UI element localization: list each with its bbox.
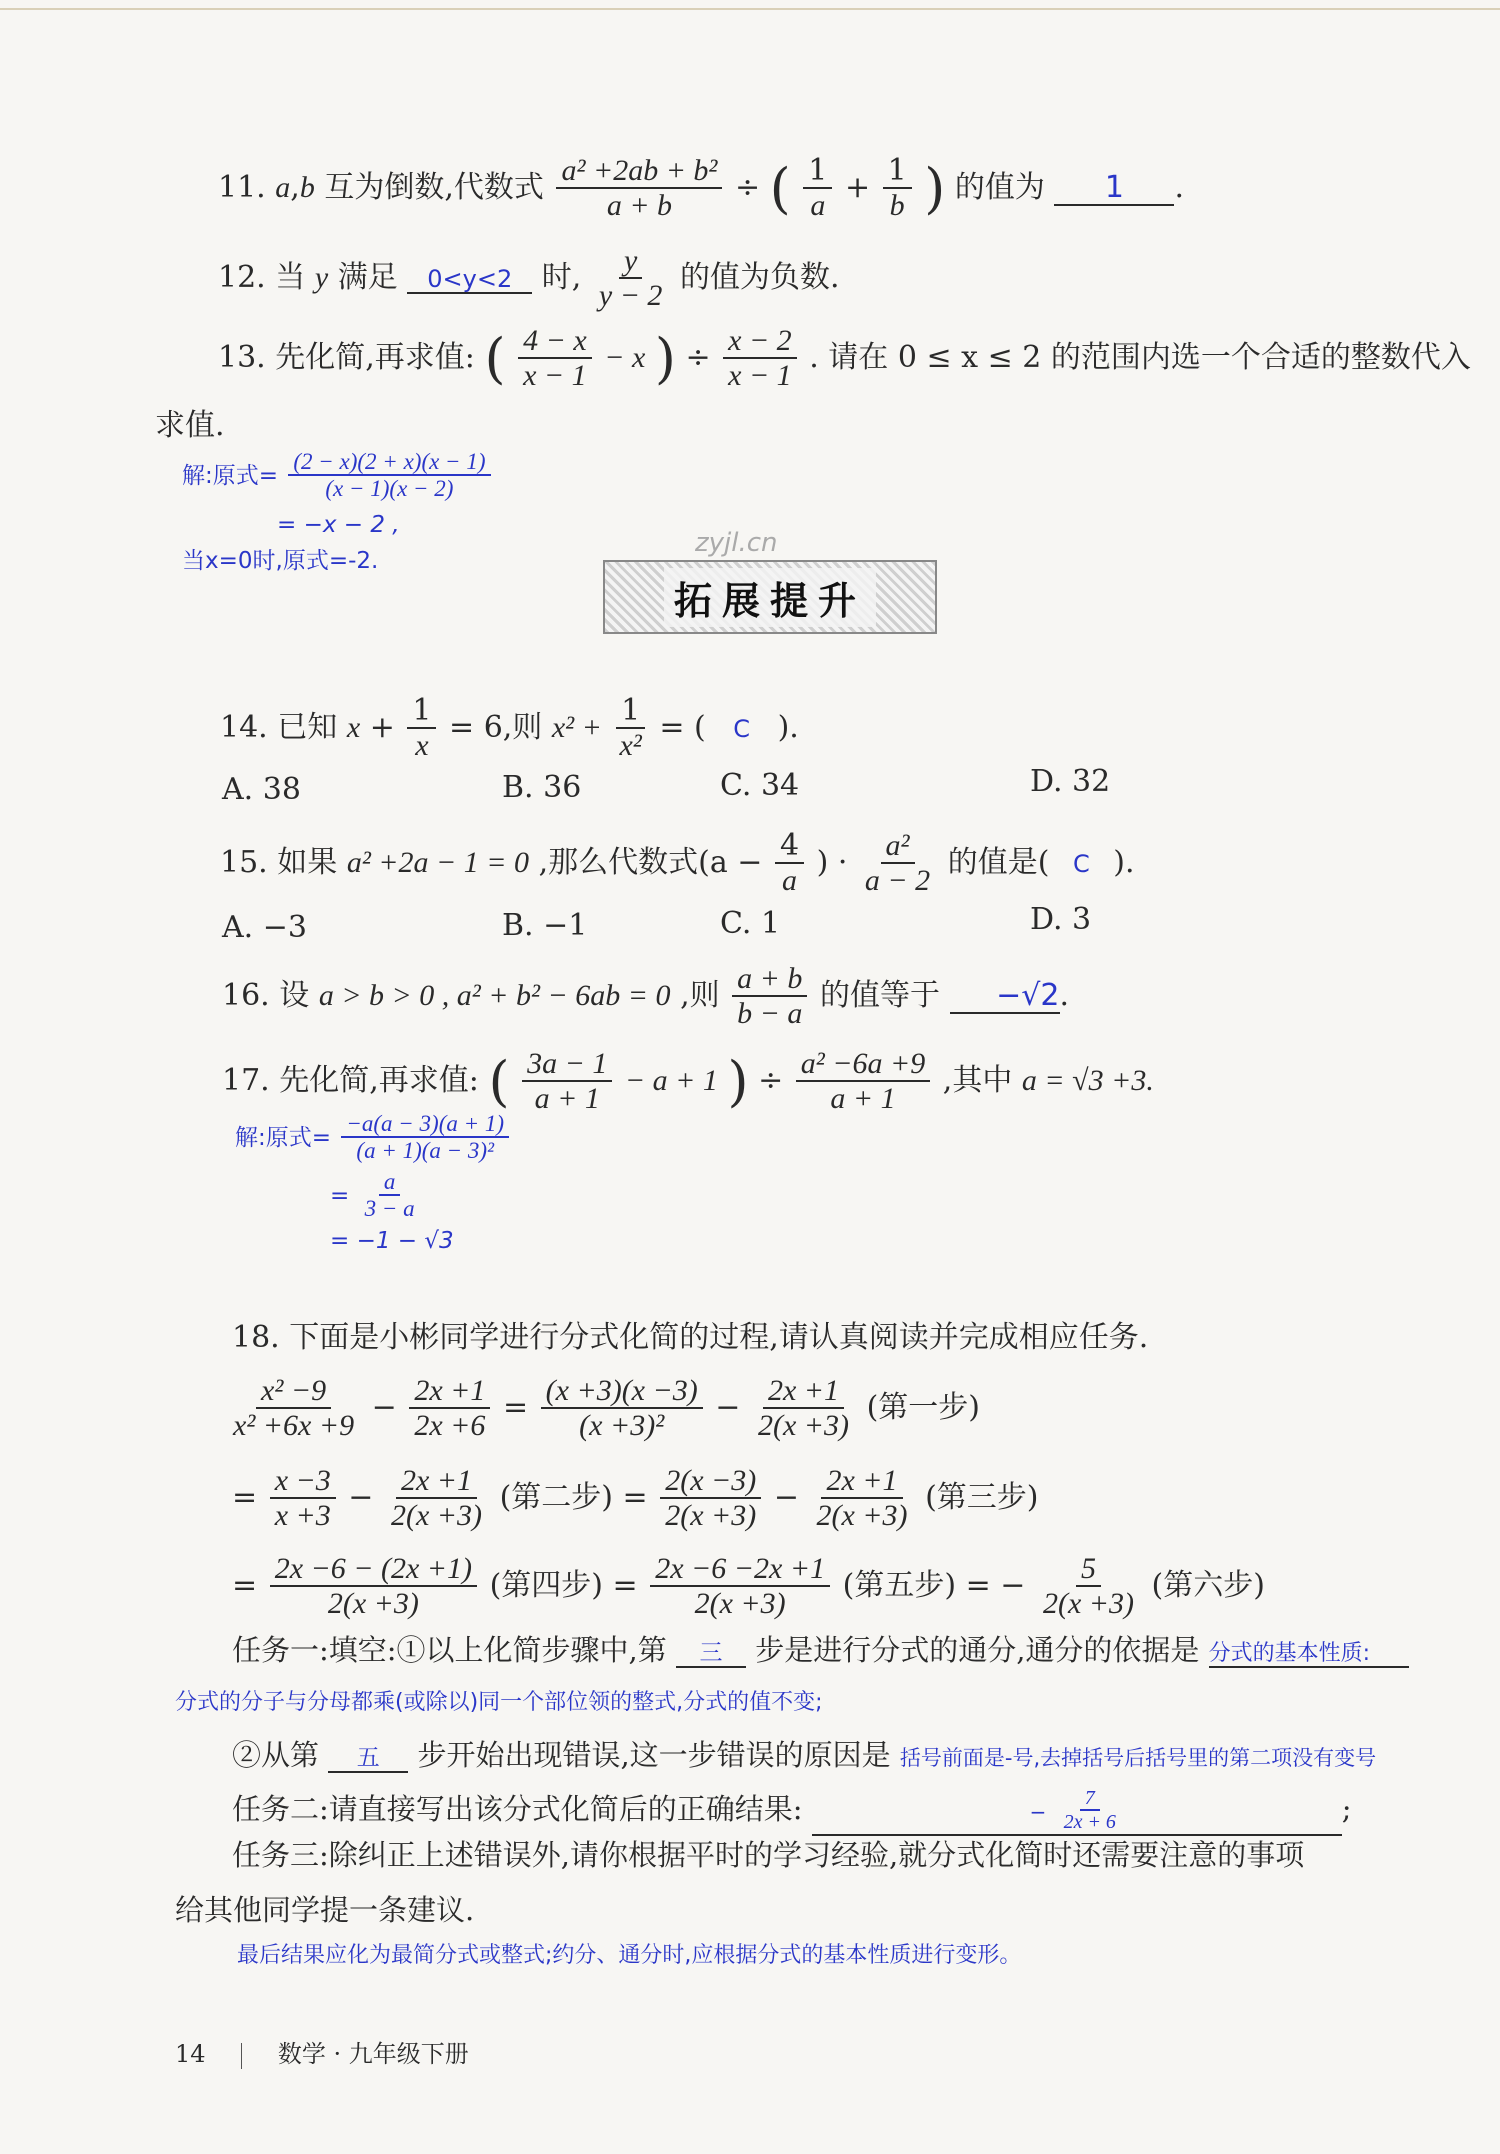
question-16 [222, 963, 1069, 1031]
q11-end: . [1174, 170, 1184, 205]
q18-task2-text: 任务二:请直接写出该分式化简后的正确结果: [232, 1792, 803, 1826]
q13-minus-x: − x [604, 341, 646, 374]
q14-text-2: = 6,则 [449, 710, 543, 745]
q14-number: 14. [220, 710, 268, 745]
q18-task1b-answer2: 括号前面是-号,去掉括号后括号里的第二项没有变号 [899, 1746, 1377, 1770]
q17-sol-eq: = [330, 1182, 350, 1209]
q18-r3-step2: (第五步) = − [842, 1568, 1026, 1603]
q18-r1-frac-4 [753, 1375, 854, 1443]
q18-task2-end: ; [1341, 1792, 1352, 1826]
question-14 [220, 695, 799, 763]
q13-div: ÷ [685, 340, 711, 375]
q18-r2-step2: (第三步) [925, 1480, 1039, 1515]
watermark: zyjl.cn [695, 528, 778, 558]
q16-frac-den: b − a [737, 996, 803, 1030]
q12-text-2: 满足 [337, 260, 398, 295]
q18-task2-den: 2x + 6 [1063, 1811, 1116, 1833]
q13-sol-num: (2 − x)(2 + x)(x − 1) [288, 450, 490, 476]
q18-r2-f3-num: 2(x −3) [660, 1465, 761, 1499]
q18-r1-frac-1 [228, 1375, 359, 1443]
q16-answer-blank: −√2 [950, 979, 1060, 1014]
q18-task2-minus: − [1029, 1800, 1047, 1824]
q18-r3-step3: (第六步) [1151, 1568, 1265, 1603]
q18-task1-text-2: 步是进行分式的通分,通分的依据是 [755, 1633, 1200, 1667]
q17-sol-frac-2-den: 3 − a [364, 1196, 415, 1222]
q18-r2-frac-2 [386, 1465, 487, 1533]
q14-x2: x² + [551, 711, 602, 744]
q18-r1-op1: − [371, 1390, 397, 1425]
q18-task1b [232, 1738, 1376, 1773]
q15-option-b: B. −1 [502, 908, 588, 943]
q18-r1-f2-den: 2x +6 [414, 1408, 486, 1442]
q17-sol-frac-1 [341, 1112, 509, 1165]
q15-text-5: ). [1113, 845, 1135, 880]
q14-x: x [346, 711, 361, 744]
q15-frac-1-den: a [782, 863, 797, 897]
q14-frac-2 [614, 695, 646, 763]
q18-r1-f1-num: x² −9 [256, 1375, 331, 1409]
q15-frac-2 [860, 830, 935, 898]
q14-text: 已知 [277, 710, 338, 745]
q18-task1 [232, 1633, 1409, 1668]
q18-row-2 [232, 1465, 1039, 1533]
q17-frac-a-den: a + 1 [534, 1081, 600, 1115]
section-title: 拓展提升 [664, 568, 876, 627]
q14-option-c: C. 34 [720, 768, 800, 803]
q14-option-a: A. 38 [222, 772, 301, 807]
q12-text-3: 时, [541, 260, 582, 295]
q18-r2-f1-den: x +3 [274, 1498, 331, 1532]
q15-number: 15. [220, 845, 268, 880]
q18-r3-frac-2 [650, 1553, 830, 1621]
q13-sol-label: 解:原式= [182, 462, 279, 489]
q14-text-3: = ( [659, 710, 706, 745]
q12-text: 当 [275, 260, 306, 295]
q16-fraction [732, 963, 807, 1031]
q11-text: 互为倒数,代数式 [324, 170, 544, 205]
q18-task2-num: 7 [1080, 1788, 1100, 1811]
q18-r2-frac-3 [660, 1465, 761, 1533]
q18-r2-eq: = [232, 1480, 258, 1515]
question-13 [218, 325, 1471, 393]
q17-frac-a [522, 1048, 612, 1116]
q17-sol-line2 [330, 1170, 423, 1223]
q18-r2-f2-den: 2(x +3) [390, 1498, 483, 1532]
q18-r3-f1-den: 2(x +3) [327, 1586, 419, 1620]
q12-text-4: 的值为负数. [679, 260, 840, 295]
q11-frac-1b [883, 155, 912, 223]
q18-r3-f2-num: 2x −6 −2x +1 [650, 1553, 830, 1587]
q18-r1-f4-num: 2x +1 [763, 1375, 844, 1409]
q12-frac-den: y − 2 [598, 278, 663, 312]
q18-r2-frac-4 [812, 1465, 913, 1533]
q11-comma: , [290, 170, 300, 205]
q11-frac-1b-den: b [889, 188, 905, 222]
q18-r2-frac-1 [270, 1465, 336, 1533]
q11-number: 11. [218, 170, 266, 205]
q16-condition: a > b > 0 , a² + b² − 6ab = 0 [318, 979, 671, 1012]
q17-text-2: ,其中 [942, 1063, 1013, 1098]
q13-frac-a-num: 4 − x [518, 325, 592, 359]
q18-r2-f4-num: 2x +1 [821, 1465, 902, 1499]
q17-sol-line3: = −1 − √3 [330, 1228, 454, 1254]
footer [175, 2040, 469, 2069]
q15-option-c: C. 1 [720, 906, 781, 941]
q18-r1-op2: − [715, 1390, 741, 1425]
q16-end: . [1059, 978, 1070, 1013]
q18-task3-answer: 最后结果应化为最简分式或整式;约分、通分时,应根据分式的基本性质进行变形。 [237, 1943, 1022, 1968]
q17-sol-frac-2-num: a [379, 1170, 401, 1196]
q18-r2-op1: − [348, 1480, 374, 1515]
question-12 [218, 245, 840, 313]
q17-paren-open: ( [488, 1050, 510, 1113]
q14-frac-1-num: 1 [407, 695, 436, 729]
q13-sol-fraction [288, 450, 490, 503]
q11-answer-blank: 1 [1054, 171, 1174, 206]
q18-r3-f2-den: 2(x +3) [694, 1586, 786, 1620]
q13-frac-b [723, 325, 797, 393]
q11-paren-close: ) [924, 157, 946, 220]
question-11 [218, 155, 1184, 223]
q17-sol-frac-1-num: −a(a − 3)(a + 1) [341, 1112, 509, 1138]
q14-option-b: B. 36 [502, 770, 582, 805]
q18-r1-step: (第一步) [866, 1390, 980, 1425]
q11-frac-1a-num: 1 [803, 155, 832, 189]
q18-r2-f2-num: 2x +1 [396, 1465, 477, 1499]
q18-task3-text: 任务三:除纠正上述错误外,请你根据平时的学习经验,就分式化简时还需要注意的事项 [232, 1838, 1305, 1872]
q12-frac-num: y [619, 245, 642, 279]
q14-option-d: D. 32 [1030, 764, 1111, 799]
q18-intro: 18. 下面是小彬同学进行分式化简的过程,请认真阅读并完成相应任务. [232, 1320, 1149, 1355]
q18-row-1 [225, 1375, 980, 1443]
q14-frac-2-den: x² [619, 728, 642, 762]
q18-r3-f3-den: 2(x +3) [1042, 1586, 1134, 1620]
q18-task1b-text-2: 步开始出现错误,这一步错误的原因是 [417, 1738, 891, 1772]
q18-r1-eq: = [502, 1390, 529, 1425]
q11-frac-den: a + b [606, 188, 673, 222]
q11-div: ÷ [734, 170, 761, 205]
q18-task3-text-2: 给其他同学提一条建议. [175, 1893, 475, 1927]
q18-r1-frac-2 [409, 1375, 490, 1443]
top-rule [0, 8, 1500, 10]
q17-mid: − a + 1 [624, 1064, 718, 1097]
q15-answer: C [1072, 850, 1090, 878]
q17-solution [235, 1112, 512, 1165]
q16-number: 16. [222, 978, 270, 1013]
q18-task1-answer1: 三 [676, 1641, 746, 1668]
q18-r1-f3-num: (x +3)(x −3) [541, 1375, 703, 1409]
q13-sol-line2: = −x − 2 , [277, 512, 400, 538]
q13-sol-den: (x − 1)(x − 2) [325, 476, 454, 502]
q11-frac-num: a² +2ab + b² [556, 155, 722, 189]
q14-answer: C [733, 715, 751, 743]
q18-r3-step1: (第四步) = [489, 1568, 638, 1603]
q18-r3-frac-1 [270, 1553, 477, 1621]
q11-frac-1b-num: 1 [883, 155, 912, 189]
q18-task2-answer [1059, 1788, 1121, 1834]
q13-solution [182, 450, 494, 503]
q18-task1b-answer1: 五 [328, 1746, 408, 1773]
q18-r3-f1-num: 2x −6 − (2x +1) [270, 1553, 477, 1587]
q18-r2-f3-den: 2(x +3) [665, 1498, 757, 1532]
q15-frac-1-num: 4 [775, 830, 804, 864]
q18-task1b-text: ②从第 [232, 1738, 320, 1772]
question-17 [222, 1048, 1154, 1116]
q14-frac-2-num: 1 [616, 695, 645, 729]
q11-fraction [556, 155, 722, 223]
q17-paren-close: ) [727, 1050, 749, 1113]
q17-frac-b-num: a² −6a +9 [796, 1048, 930, 1082]
q17-number: 17. [222, 1063, 270, 1098]
q14-text-4: ). [777, 710, 799, 745]
q16-frac-num: a + b [732, 963, 807, 997]
q17-frac-b-den: a + 1 [830, 1081, 896, 1115]
section-banner [603, 560, 937, 634]
q18-r1-frac-3 [541, 1375, 703, 1443]
q17-condition: a = √3 +3. [1021, 1064, 1154, 1097]
q16-text: 设 [279, 978, 310, 1013]
q12-var: y [314, 261, 329, 294]
q15-frac-2-num: a² [881, 830, 915, 864]
q14-plus: + [369, 710, 395, 745]
q18-r1-f3-den: (x +3)² [579, 1408, 665, 1442]
q13-text-2: . 请在 0 ≤ x ≤ 2 的范围内选一个合适的整数代入 [809, 340, 1471, 375]
footer-divider [241, 2043, 242, 2069]
q18-task1-answer3: 分式的分子与分母都乘(或除以)同一个部位领的整式,分式的值不变; [175, 1690, 823, 1715]
q13-frac-a-den: x − 1 [523, 358, 587, 392]
q13-number: 13. [218, 340, 266, 375]
q18-r3-frac-3 [1038, 1553, 1139, 1621]
footer-page-number: 14 [175, 2040, 206, 2068]
q15-text-3: ) · [816, 845, 848, 880]
q13-frac-b-num: x − 2 [723, 325, 797, 359]
q16-text-3: 的值等于 [819, 978, 940, 1013]
q11-var-a: a [275, 171, 291, 204]
q16-text-2: ,则 [680, 978, 720, 1013]
q18-r3-eq: = [232, 1568, 258, 1603]
q18-r3-f3-num: 5 [1076, 1553, 1101, 1587]
q15-text-4: 的值是( [947, 845, 1050, 880]
question-15 [220, 830, 1135, 898]
q13-text: 先化简,再求值: [275, 340, 475, 375]
q18-r2-f1-num: x −3 [270, 1465, 336, 1499]
q15-option-d: D. 3 [1030, 902, 1092, 937]
q14-frac-1-den: x [415, 728, 429, 762]
q18-task2 [232, 1788, 1352, 1836]
q17-div: ÷ [758, 1063, 784, 1098]
q18-r2-op2: − [773, 1480, 799, 1515]
q18-task1-answer2: 分式的基本性质: [1209, 1642, 1409, 1668]
q13-paren-open: ( [484, 327, 506, 390]
q17-text: 先化简,再求值: [279, 1063, 479, 1098]
q15-frac-1 [775, 830, 804, 898]
q15-text-2: ,那么代数式(a − [538, 845, 763, 880]
q13-frac-b-den: x − 1 [728, 358, 792, 392]
q12-fraction [594, 245, 668, 313]
q17-sol-label: 解:原式= [235, 1124, 332, 1151]
q11-var-b: b [299, 171, 315, 204]
q11-frac-1a-den: a [810, 188, 826, 222]
q14-frac-1 [407, 695, 436, 763]
q15-frac-2-den: a − 2 [864, 863, 931, 897]
q13-sol-line3: 当x=0时,原式=-2. [182, 548, 379, 574]
q17-sol-frac-2 [360, 1170, 420, 1223]
q13-frac-a [518, 325, 592, 393]
q15-option-a: A. −3 [222, 910, 307, 945]
q15-text: 如果 [277, 845, 338, 880]
q17-frac-b [796, 1048, 930, 1116]
q18-r1-f2-num: 2x +1 [409, 1375, 490, 1409]
q15-equation: a² +2a − 1 = 0 [346, 846, 530, 879]
q13-paren-close: ) [654, 327, 676, 390]
q13-text-3: 求值. [155, 408, 225, 443]
q11-plus: + [844, 170, 871, 205]
q18-task2-blank [812, 1788, 1342, 1836]
q18-r1-f1-den: x² +6x +9 [233, 1408, 355, 1442]
q18-task1-text: 任务一:填空:①以上化简步骤中,第 [232, 1633, 667, 1667]
q11-frac-1a [803, 155, 832, 223]
q18-r1-f4-den: 2(x +3) [757, 1408, 850, 1442]
q18-row-3 [232, 1553, 1265, 1621]
q11-text-2: 的值为 [954, 170, 1045, 205]
footer-book-title: 数学 · 九年级下册 [277, 2040, 469, 2068]
q12-number: 12. [218, 260, 266, 295]
q17-frac-a-num: 3a − 1 [522, 1048, 612, 1082]
q12-answer-blank: 0<y<2 [407, 266, 532, 294]
q17-sol-frac-1-den: (a + 1)(a − 3)² [356, 1138, 494, 1164]
q18-r2-step1: (第二步) = [499, 1480, 648, 1515]
q18-r2-f4-den: 2(x +3) [816, 1498, 908, 1532]
q11-paren-open: ( [769, 157, 791, 220]
